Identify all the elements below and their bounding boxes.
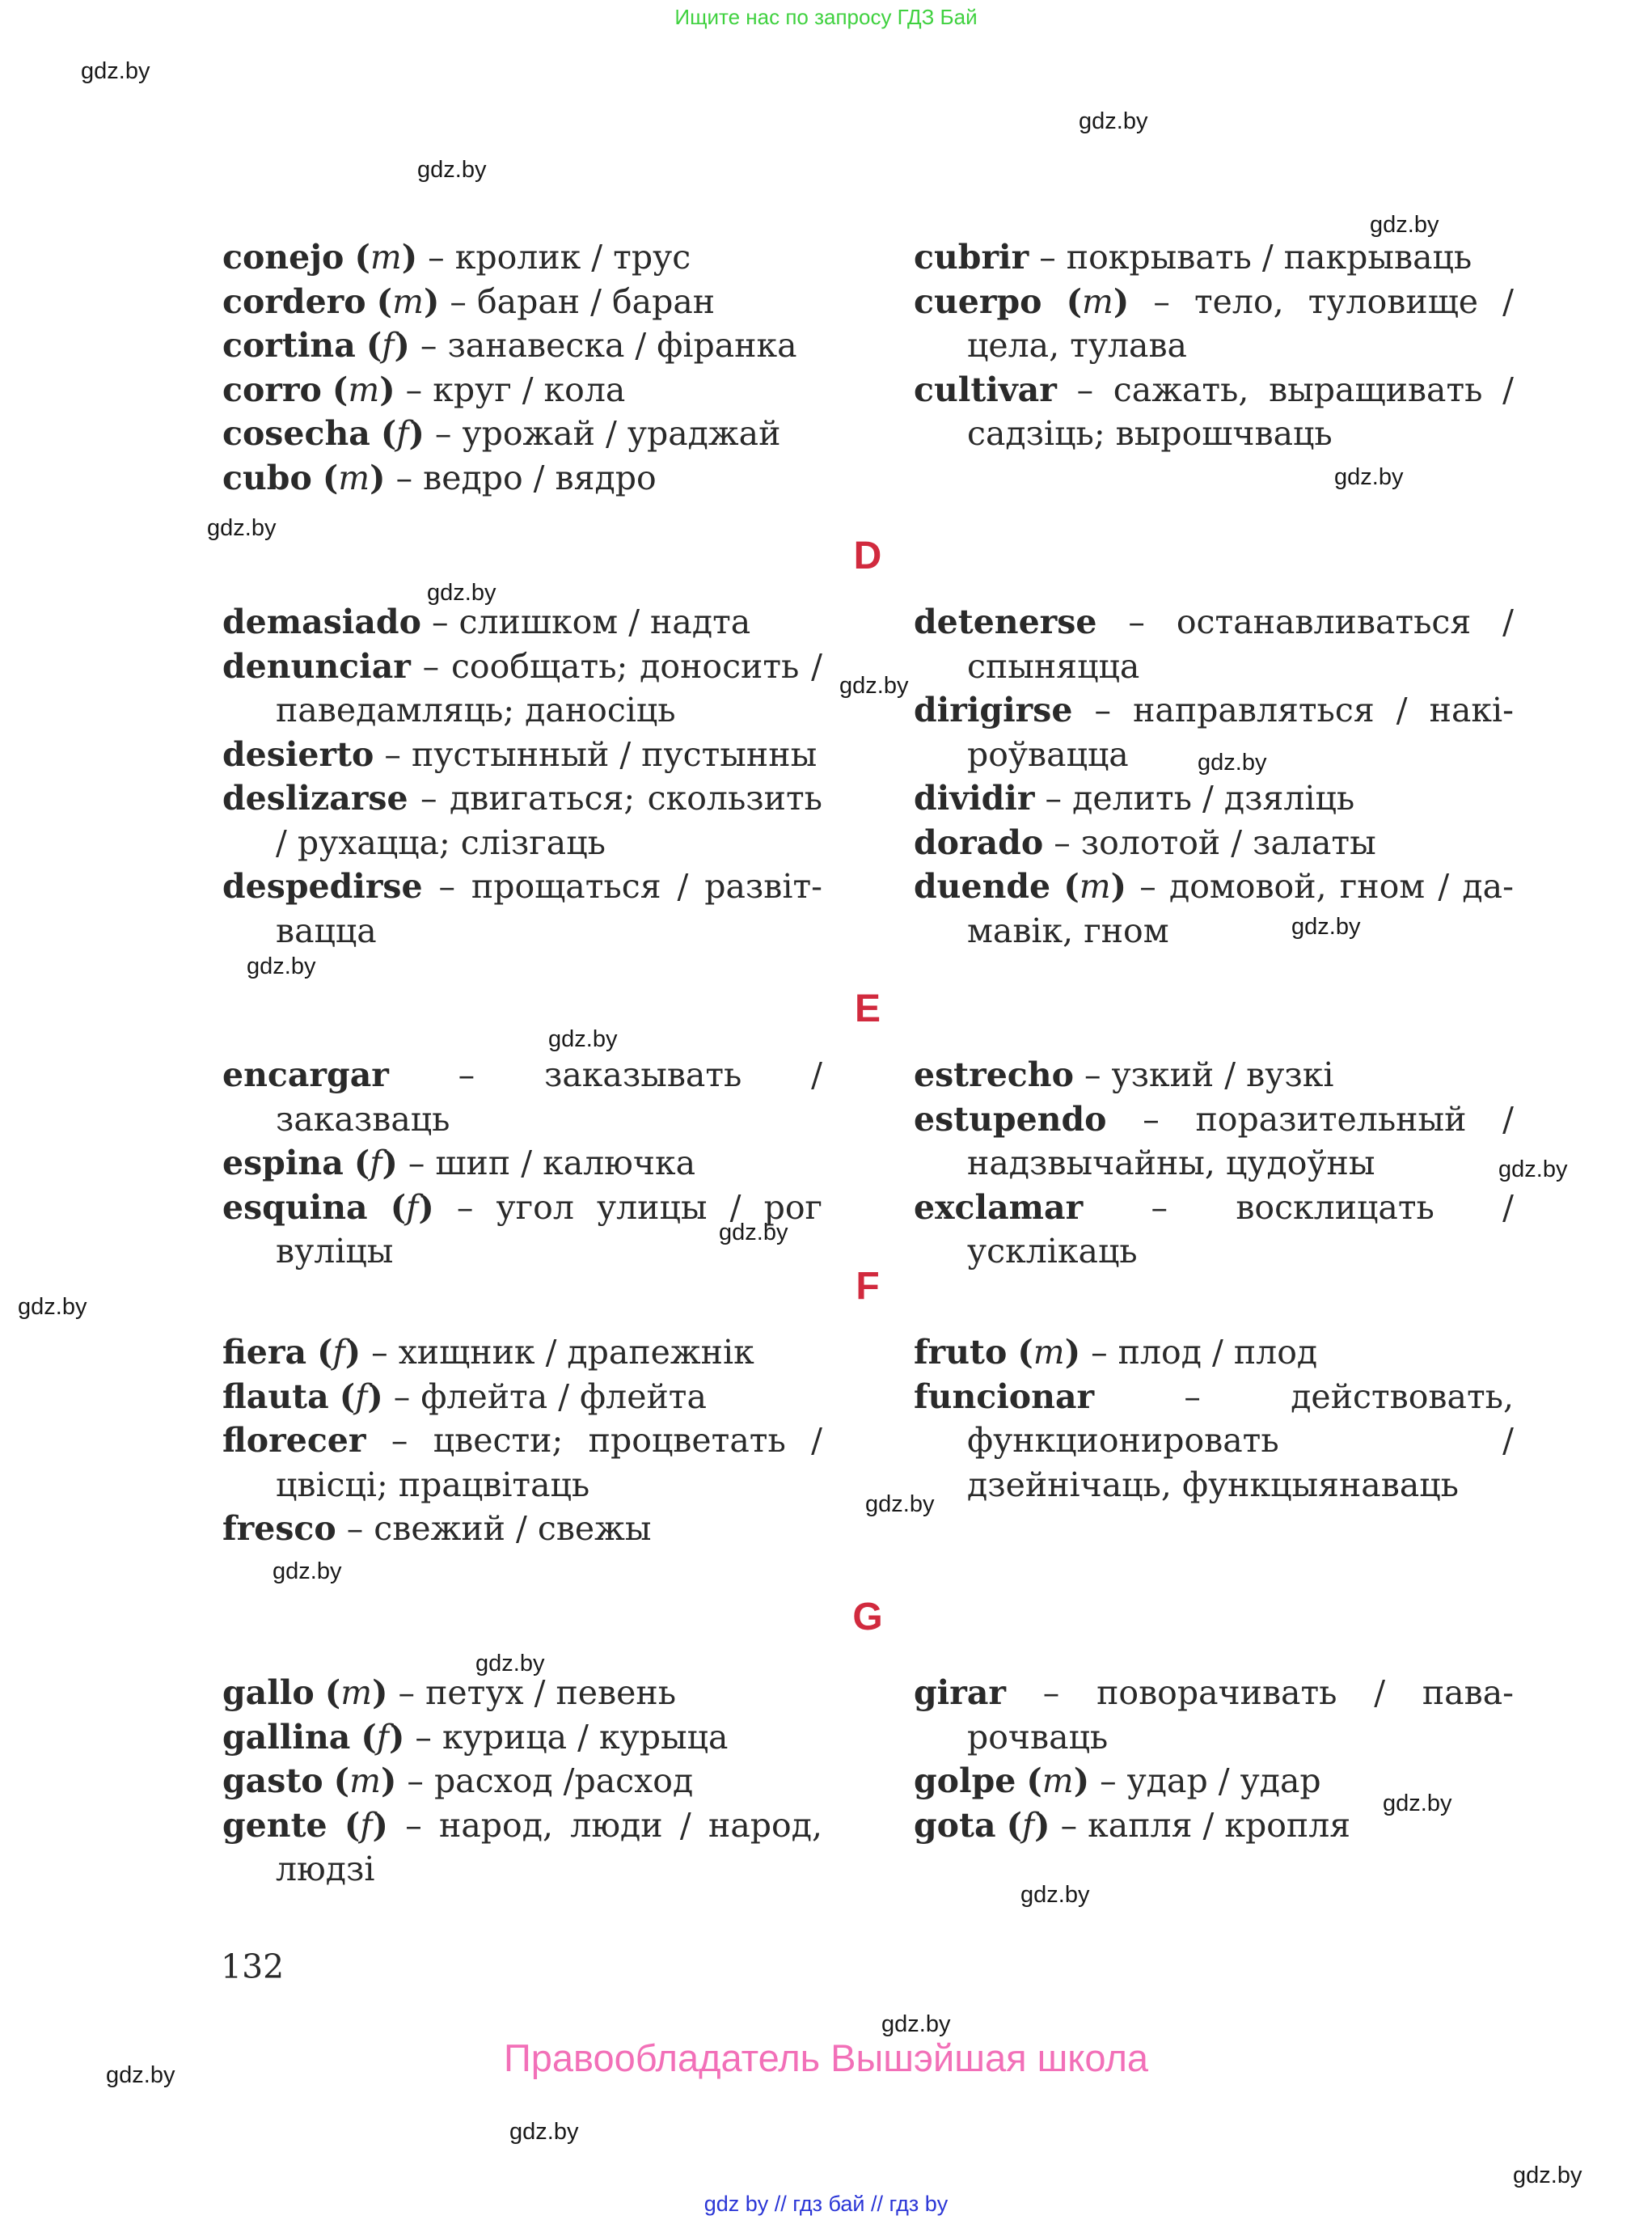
dictionary-entry: gente (f) – народ, люди / народ, людзі bbox=[222, 1805, 822, 1888]
dictionary-entry: cortina (f) – занавеска / фіранка bbox=[222, 326, 797, 365]
dictionary-entry: detenerse – останавливаться / спыняцца bbox=[914, 603, 1514, 686]
headword: demasiado bbox=[222, 603, 421, 641]
dictionary-entry: gota (f) – капля / кропля bbox=[914, 1805, 1351, 1845]
watermark: gdz.by bbox=[1513, 2163, 1582, 2188]
gender-marker: (m) bbox=[1063, 867, 1127, 906]
watermark: gdz.by bbox=[1498, 1156, 1568, 1182]
gender-marker: (m) bbox=[1017, 1333, 1081, 1372]
dictionary-entry: demasiado – слишком / надта bbox=[222, 603, 751, 641]
definition: тело, туловище / цела, тулава bbox=[967, 281, 1514, 365]
headword: despedirse bbox=[222, 867, 423, 906]
dictionary-entry: fruto (m) – плод / плод bbox=[914, 1333, 1318, 1372]
dictionary-entry: flauta (f) – флейта / флейта bbox=[222, 1376, 707, 1416]
headword: fresco bbox=[222, 1509, 336, 1548]
c-section-right bbox=[914, 235, 1514, 456]
headword: estrecho bbox=[914, 1055, 1074, 1094]
dictionary-entry: gallo (m) – петух / певень bbox=[222, 1673, 677, 1712]
watermark: gdz.by bbox=[719, 1220, 788, 1245]
gender-marker: (f) bbox=[353, 1144, 398, 1182]
f-section-left bbox=[222, 1330, 822, 1551]
c-section-left bbox=[222, 235, 822, 500]
headword: cubo bbox=[222, 458, 312, 497]
dictionary-entry: exclamar – восклицать / усклікаць bbox=[914, 1187, 1514, 1271]
watermark: gdz.by bbox=[417, 157, 487, 183]
dictionary-entry: cultivar – сажать, выращивать / садзіць; вырошчваць bbox=[914, 370, 1514, 453]
page-number: 132 bbox=[221, 1947, 285, 1986]
headword: duende bbox=[914, 867, 1051, 906]
dictionary-entry: dividir – делить / дзяліць bbox=[914, 779, 1355, 818]
gender-marker: (m) bbox=[324, 1673, 388, 1712]
gender-marker: (f) bbox=[1006, 1805, 1050, 1845]
definition: свежий / свежы bbox=[374, 1509, 652, 1548]
headword: golpe bbox=[914, 1761, 1016, 1800]
gender-marker: (f) bbox=[390, 1187, 434, 1227]
headword: gente bbox=[222, 1805, 327, 1845]
definition: действовать, функционировать / дзейнічаць, функцыянаваць bbox=[967, 1376, 1514, 1504]
section-letter-g: G bbox=[852, 1596, 883, 1638]
d-section-right bbox=[914, 600, 1514, 953]
definition: хищник / драпежнік bbox=[398, 1333, 754, 1372]
dictionary-entry: estupendo – поразительный / надзвычайны, цудоўны bbox=[914, 1099, 1514, 1182]
definition: урожай / ураджай bbox=[462, 414, 781, 453]
gender-marker: (f) bbox=[365, 326, 410, 365]
dictionary-entry: cordero (m) – баран / баран bbox=[222, 281, 716, 321]
watermark: gdz.by bbox=[427, 580, 496, 606]
gender-marker: (m) bbox=[354, 238, 418, 277]
watermark: gdz.by bbox=[1370, 212, 1439, 238]
dictionary-entry: conejo (m) – кролик / трус bbox=[222, 238, 691, 277]
definition: двигаться; скользить / рухацца; слізгаць bbox=[276, 779, 822, 862]
definition: прощаться / развітвацца bbox=[276, 867, 822, 950]
definition: покрывать / пакрываць bbox=[1066, 238, 1472, 277]
dictionary-entry: estrecho – узкий / вузкі bbox=[914, 1055, 1334, 1094]
definition: поворачивать / паварочваць bbox=[967, 1673, 1514, 1757]
watermark: gdz.by bbox=[839, 673, 909, 699]
headword: corro bbox=[222, 370, 322, 409]
dictionary-entry: funcionar – действовать, функционировать / дзейнічаць, функцыянаваць bbox=[914, 1376, 1514, 1504]
definition: удар / удар bbox=[1126, 1761, 1321, 1800]
headword: fiera bbox=[222, 1333, 307, 1372]
dictionary-entry: fiera (f) – хищник / драпежнік bbox=[222, 1333, 754, 1372]
headword: esquina bbox=[222, 1187, 368, 1227]
watermark: gdz.by bbox=[509, 2119, 579, 2145]
headword: florecer bbox=[222, 1421, 366, 1460]
watermark: gdz.by bbox=[881, 2011, 951, 2037]
dictionary-entry: gallina (f) – курица / курыца bbox=[222, 1717, 729, 1757]
headword: fruto bbox=[914, 1333, 1008, 1372]
gender-marker: (f) bbox=[361, 1717, 405, 1757]
dictionary-entry: denunciar – сообщать; доносить / паведамляць; даносіць bbox=[222, 646, 822, 729]
headword: desierto bbox=[222, 734, 374, 774]
watermark: gdz.by bbox=[273, 1558, 342, 1584]
gender-marker: (m) bbox=[332, 370, 395, 409]
section-letter-e: E bbox=[854, 987, 881, 1030]
copyright-notice: Правообладатель Вышэйшая школа bbox=[503, 2036, 1149, 2079]
dictionary-entry: girar – поворачивать / паварочваць bbox=[914, 1673, 1514, 1757]
headword: conejo bbox=[222, 238, 344, 277]
definition: заказывать / заказваць bbox=[276, 1055, 822, 1139]
definition: баран / баран bbox=[476, 281, 716, 321]
headword: cortina bbox=[222, 326, 356, 365]
definition: сообщать; доносить / паведамляць; даносіць bbox=[276, 646, 822, 729]
headword: funcionar bbox=[914, 1376, 1095, 1416]
watermark: gdz.by bbox=[865, 1491, 935, 1517]
watermark: gdz.by bbox=[1198, 750, 1267, 776]
definition: ведро / вядро bbox=[423, 458, 657, 497]
gender-marker: (m) bbox=[322, 458, 386, 497]
headword: denunciar bbox=[222, 646, 411, 686]
dictionary-entry: fresco – свежий / свежы bbox=[222, 1509, 652, 1548]
dictionary-entry: encargar – заказывать / заказваць bbox=[222, 1055, 822, 1139]
definition: восклицать / усклікаць bbox=[967, 1187, 1514, 1271]
section-letter-d: D bbox=[853, 535, 882, 577]
headword: cuerpo bbox=[914, 281, 1042, 321]
definition: плод / плод bbox=[1118, 1333, 1318, 1372]
headword: flauta bbox=[222, 1376, 329, 1416]
gender-marker: (m) bbox=[1026, 1761, 1090, 1800]
watermark: gdz.by bbox=[247, 953, 316, 979]
e-section-right bbox=[914, 1053, 1514, 1274]
headword: cordero bbox=[222, 281, 366, 321]
watermark: gdz.by bbox=[1334, 464, 1404, 490]
headword: detenerse bbox=[914, 603, 1097, 641]
watermark: gdz.by bbox=[475, 1651, 545, 1676]
definition: кролик / трус bbox=[454, 238, 691, 277]
dictionary-entry: cosecha (f) – урожай / ураджай bbox=[222, 414, 781, 453]
definition: флейта / флейта bbox=[420, 1376, 707, 1416]
definition: занавеска / фіранка bbox=[447, 326, 797, 365]
watermark: gdz.by bbox=[81, 58, 150, 84]
definition: пустынный / пустынны bbox=[411, 734, 818, 774]
watermark: gdz.by bbox=[18, 1294, 87, 1320]
watermark: gdz.by bbox=[106, 2062, 175, 2088]
watermark: gdz.by bbox=[207, 515, 277, 541]
definition: шип / калючка bbox=[435, 1144, 696, 1182]
dictionary-entry: deslizarse – двигаться; скользить / рухацца; слізгаць bbox=[222, 779, 822, 862]
definition: направляться / накіроўвацца bbox=[967, 691, 1514, 774]
watermark: gdz.by bbox=[548, 1026, 618, 1052]
dictionary-entry: cubrir – покрывать / пакрываць bbox=[914, 238, 1472, 277]
definition: делить / дзяліць bbox=[1072, 779, 1355, 818]
definition: курица / курыца bbox=[442, 1717, 729, 1757]
headword: cubrir bbox=[914, 238, 1029, 277]
gender-marker: (f) bbox=[317, 1333, 361, 1372]
headword: dorado bbox=[914, 822, 1044, 862]
headword: gallina bbox=[222, 1717, 351, 1757]
dictionary-entry: despedirse – прощаться / развітвацца bbox=[222, 867, 822, 950]
dictionary-entry: espina (f) – шип / калючка bbox=[222, 1144, 696, 1182]
headword: deslizarse bbox=[222, 779, 408, 818]
dictionary-entry: esquina (f) – угол улицы / рог вуліцы bbox=[222, 1187, 822, 1271]
dictionary-entry: florecer – цвести; процветать / цвісці; працвітаць bbox=[222, 1421, 822, 1504]
definition: народ, люди / народ, людзі bbox=[276, 1805, 822, 1888]
headword: dirigirse bbox=[914, 691, 1073, 729]
definition: останавливаться / спыняцца bbox=[967, 603, 1514, 686]
watermark: gdz.by bbox=[1079, 108, 1148, 134]
e-section-left bbox=[222, 1053, 822, 1274]
headword: gasto bbox=[222, 1761, 323, 1800]
headword: dividir bbox=[914, 779, 1035, 818]
definition: домовой, гном / дамавік, гном bbox=[967, 867, 1514, 950]
headword: cultivar bbox=[914, 370, 1057, 409]
definition: капля / кропля bbox=[1088, 1805, 1351, 1845]
watermark: gdz.by bbox=[1020, 1882, 1090, 1908]
definition: угол улицы / рог вуліцы bbox=[276, 1187, 822, 1271]
headword: espina bbox=[222, 1144, 344, 1182]
headword: girar bbox=[914, 1673, 1007, 1712]
dictionary-entry: corro (m) – круг / кола bbox=[222, 370, 626, 409]
gender-marker: (m) bbox=[333, 1761, 397, 1800]
headword: exclamar bbox=[914, 1187, 1084, 1227]
headword: gota bbox=[914, 1805, 996, 1845]
dictionary-entry: golpe (m) – удар / удар bbox=[914, 1761, 1321, 1800]
headword: estupendo bbox=[914, 1099, 1107, 1139]
headword: encargar bbox=[222, 1055, 389, 1094]
gender-marker: (f) bbox=[344, 1805, 388, 1845]
definition: поразительный / надзвычайны, цудоўны bbox=[967, 1099, 1514, 1182]
definition: узкий / вузкі bbox=[1111, 1055, 1334, 1094]
watermark: gdz.by bbox=[1383, 1791, 1452, 1816]
definition: цвести; процветать / цвісці; працвітаць bbox=[276, 1421, 822, 1504]
gender-marker: (m) bbox=[1066, 281, 1130, 321]
footer-links: gdz by // гдз бай // гдз by bbox=[703, 2192, 949, 2216]
g-section-right bbox=[914, 1671, 1514, 1847]
gender-marker: (f) bbox=[380, 414, 425, 453]
dictionary-entry: gasto (m) – расход /расход bbox=[222, 1761, 694, 1800]
definition: петух / певень bbox=[425, 1673, 677, 1712]
dictionary-entry: desierto – пустынный / пустынны bbox=[222, 734, 818, 774]
headword: cosecha bbox=[222, 414, 370, 453]
dictionary-entry: dorado – золотой / залаты bbox=[914, 822, 1376, 862]
definition: золотой / залаты bbox=[1080, 822, 1376, 862]
dictionary-entry: cubo (m) – ведро / вядро bbox=[222, 458, 657, 497]
dictionary-entry: duende (m) – домовой, гном / дамавік, гном bbox=[914, 867, 1514, 950]
watermark: gdz.by bbox=[1291, 914, 1361, 940]
dictionary-entry: cuerpo (m) – тело, туловище / цела, тулава bbox=[914, 281, 1514, 365]
gender-marker: (f) bbox=[339, 1376, 383, 1416]
g-section-left bbox=[222, 1671, 822, 1892]
definition: слишком / надта bbox=[458, 603, 751, 641]
gender-marker: (m) bbox=[376, 281, 440, 321]
headword: gallo bbox=[222, 1673, 315, 1712]
search-banner: Ищите нас по запросу ГДЗ Бай bbox=[674, 5, 978, 29]
definition: сажать, выращивать / садзіць; вырошчваць bbox=[967, 370, 1514, 453]
definition: расход /расход bbox=[433, 1761, 694, 1800]
d-section-left bbox=[222, 600, 822, 953]
dictionary-entry: dirigirse – направляться / накіроўвацца bbox=[914, 691, 1514, 774]
section-letter-f: F bbox=[856, 1265, 880, 1308]
f-section-right bbox=[914, 1330, 1514, 1507]
definition: круг / кола bbox=[433, 370, 626, 409]
